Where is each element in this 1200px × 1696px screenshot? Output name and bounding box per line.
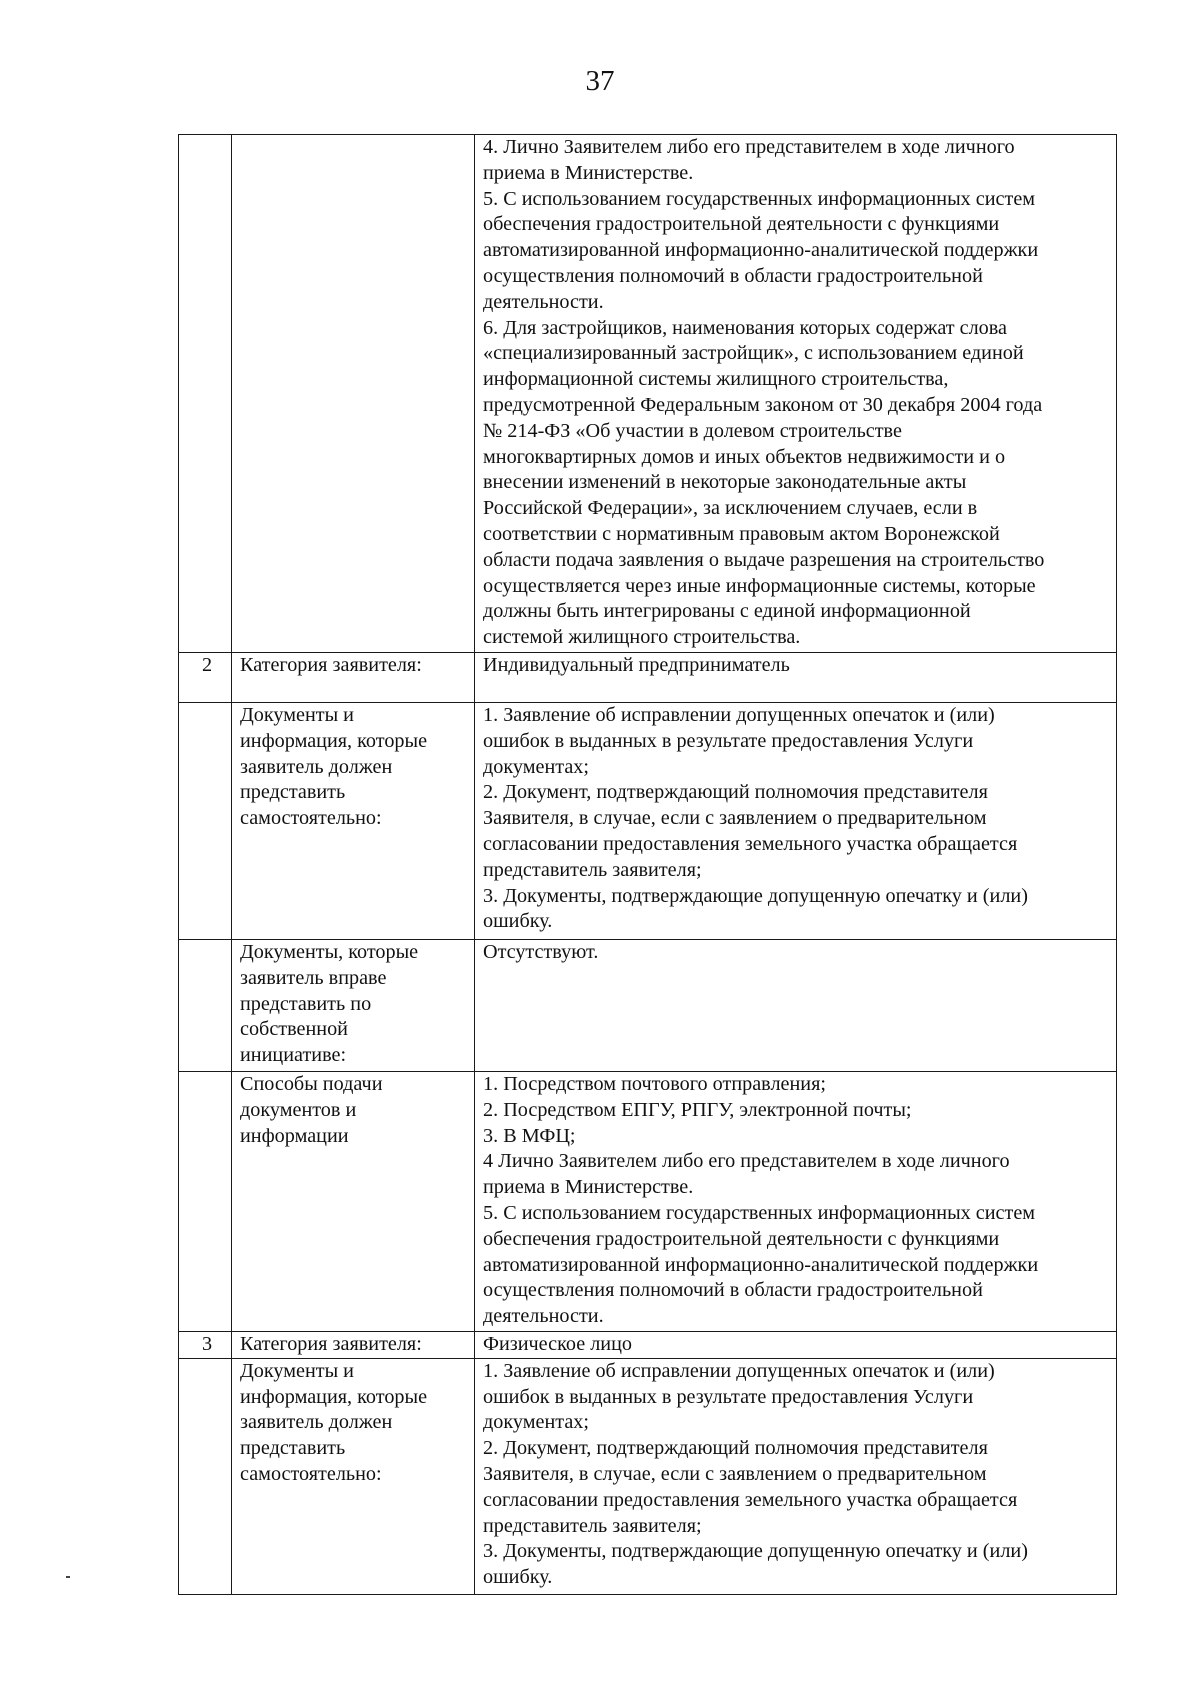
- content-line: документах;: [483, 755, 589, 778]
- content-line: ошибку.: [483, 910, 553, 933]
- content-line: ошибку.: [483, 1566, 553, 1589]
- content-line: осуществляется через иные информационные системы, которые: [483, 574, 1036, 597]
- row-content-cell: [475, 703, 1117, 940]
- requirements-table: [178, 134, 1117, 1595]
- content-line: согласовании предоставления земельного участка обращается: [483, 832, 1018, 855]
- table-row: [179, 135, 1117, 653]
- table-row: [179, 703, 1117, 940]
- content-line: документах;: [483, 1411, 589, 1434]
- label-line: Категория заявителя:: [240, 654, 422, 676]
- content-line: 3. Документы, подтверждающие допущенную опечатку и (или): [483, 1540, 1028, 1563]
- row-content-cell: [475, 940, 1117, 1072]
- label-line: заявитель вправе: [240, 966, 387, 989]
- content-line: представитель заявителя;: [483, 1514, 702, 1537]
- content-line: должны быть интегрированы с единой информационной: [483, 600, 971, 623]
- content-line: согласовании предоставления земельного участка обращается: [483, 1488, 1018, 1511]
- label-line: Способы подачи: [240, 1073, 383, 1095]
- content-line: области подача заявления о выдаче разрешения на строительство: [483, 548, 1045, 571]
- content-line: № 214-ФЗ «Об участии в долевом строительстве: [483, 419, 902, 442]
- content-line: информационной системы жилищного строительства,: [483, 368, 949, 391]
- table-row: [179, 653, 1117, 703]
- content-line: 6. Для застройщиков, наименования которых содержат слова: [483, 316, 1007, 339]
- content-line: 1. Посредством почтового отправления;: [483, 1073, 826, 1095]
- row-content-cell: [475, 1358, 1117, 1594]
- content-line: Российской Федерации», за исключением случаев, если в: [483, 497, 978, 520]
- content-line: «специализированный застройщик», с использованием единой: [483, 342, 1024, 365]
- row-number-cell: 3: [179, 1332, 232, 1359]
- label-line: информация, которые: [240, 1385, 428, 1408]
- content-line: ошибок в выданных в результате предоставления Услуги: [483, 729, 974, 752]
- content-line: Заявителя, в случае, если с заявлением о предварительном: [483, 807, 987, 830]
- row-label-cell: [232, 653, 475, 703]
- row-label-cell: [232, 1358, 475, 1594]
- label-line: собственной: [240, 1018, 348, 1041]
- row-number-cell: [179, 940, 232, 1072]
- content-line: 3. Документы, подтверждающие допущенную опечатку и (или): [483, 884, 1028, 907]
- label-line: инициативе:: [240, 1044, 347, 1067]
- content-line: 4 Лично Заявителем либо его представителем в ходе личного: [483, 1150, 1010, 1173]
- content-line: внесении изменений в некоторые законодательные акты: [483, 471, 967, 494]
- row-number-cell: [179, 135, 232, 653]
- row-label-cell: [232, 1332, 475, 1359]
- row-content-cell: [475, 653, 1117, 703]
- label-line: Документы, которые: [240, 941, 419, 963]
- content-line: автоматизированной информационно-аналитической поддержки: [483, 239, 1039, 262]
- row-number-cell: [179, 703, 232, 940]
- table-row: [179, 940, 1117, 1072]
- row-content-cell: [475, 135, 1117, 653]
- content-line: 2. Документ, подтверждающий полномочия представителя: [483, 1437, 988, 1460]
- content-line: деятельности.: [483, 290, 604, 313]
- content-line: представитель заявителя;: [483, 858, 702, 881]
- content-line: системой жилищного строительства.: [483, 626, 801, 649]
- content-line: соответствии с нормативным правовым актом Воронежской: [483, 522, 1000, 545]
- row-content-cell: [475, 1072, 1117, 1332]
- content-line: обеспечения градостроительной деятельности с функциями: [483, 213, 1000, 236]
- table-row: [179, 1358, 1117, 1594]
- content-line: 4. Лично Заявителем либо его представителем в ходе личного: [483, 136, 1015, 158]
- label-line: самостоятельно:: [240, 807, 382, 830]
- content-line: 2. Документ, подтверждающий полномочия представителя: [483, 781, 988, 804]
- content-line: 5. С использованием государственных информационных систем: [483, 187, 1036, 210]
- row-label-cell: [232, 703, 475, 940]
- content-line: осуществления полномочий в области градостроительной: [483, 264, 983, 287]
- content-line: Отсутствуют.: [483, 941, 599, 963]
- content-line: Индивидуальный предприниматель: [483, 654, 790, 676]
- content-line: обеспечения градостроительной деятельности с функциями: [483, 1227, 1000, 1250]
- content-line: 5. С использованием государственных информационных систем: [483, 1201, 1036, 1224]
- label-line: самостоятельно:: [240, 1462, 382, 1485]
- label-line: представить по: [240, 992, 372, 1015]
- label-line: Документы и: [240, 704, 354, 726]
- content-line: 1. Заявление об исправлении допущенных опечаток и (или): [483, 704, 995, 726]
- content-line: деятельности.: [483, 1305, 604, 1328]
- page-number: 37: [585, 65, 615, 97]
- content-line: осуществления полномочий в области градостроительной: [483, 1279, 983, 1302]
- content-line: предусмотренной Федеральным законом от 30 декабря 2004 года: [483, 393, 1043, 416]
- content-line: 2. Посредством ЕПГУ, РПГУ, электронной почты;: [483, 1098, 912, 1121]
- row-number-cell: [179, 1358, 232, 1594]
- label-line: Категория заявителя:: [240, 1333, 422, 1355]
- label-line: документов и: [240, 1098, 357, 1121]
- scan-speck: [66, 1576, 70, 1578]
- label-line: заявитель должен: [240, 1411, 393, 1434]
- label-line: информации: [240, 1124, 349, 1147]
- label-line: представить: [240, 1437, 346, 1460]
- row-number-cell: [179, 1072, 232, 1332]
- row-number-cell: 2: [179, 653, 232, 703]
- label-line: заявитель должен: [240, 755, 393, 778]
- content-line: ошибок в выданных в результате предоставления Услуги: [483, 1385, 974, 1408]
- content-line: 3. В МФЦ;: [483, 1124, 576, 1147]
- content-line: многоквартирных домов и иных объектов недвижимости и о: [483, 445, 1006, 468]
- content-line: 1. Заявление об исправлении допущенных опечаток и (или): [483, 1359, 995, 1382]
- row-label-cell: [232, 940, 475, 1072]
- content-line: Заявителя, в случае, если с заявлением о предварительном: [483, 1462, 987, 1485]
- label-line: информация, которые: [240, 729, 428, 752]
- label-line: Документы и: [240, 1359, 354, 1382]
- row-label-cell: [232, 1072, 475, 1332]
- content-line: приема в Министерстве.: [483, 161, 694, 184]
- content-line: Физическое лицо: [483, 1333, 633, 1355]
- label-line: представить: [240, 781, 346, 804]
- table-row: [179, 1332, 1117, 1359]
- table-row: [179, 1072, 1117, 1332]
- row-content-cell: [475, 1332, 1117, 1359]
- content-line: приема в Министерстве.: [483, 1176, 694, 1199]
- content-line: автоматизированной информационно-аналитической поддержки: [483, 1253, 1039, 1276]
- row-label-cell: [232, 135, 475, 653]
